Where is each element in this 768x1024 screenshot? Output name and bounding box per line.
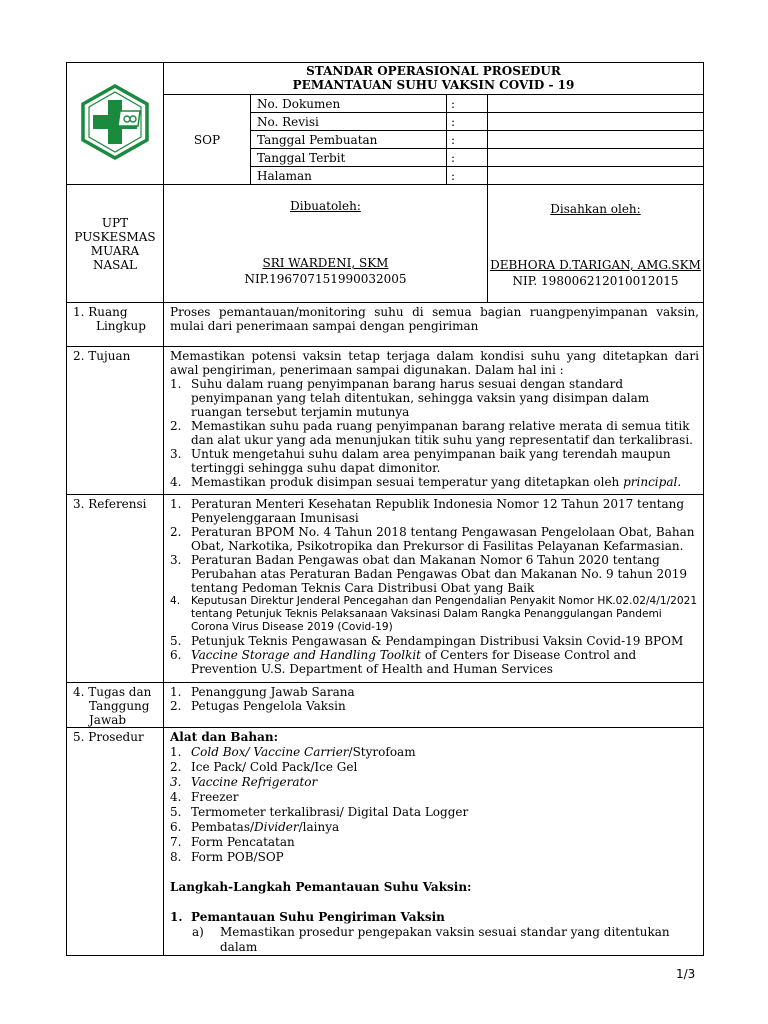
list-number: 3. bbox=[170, 447, 182, 461]
list-number: 5. bbox=[170, 634, 182, 648]
list-text: Suhu dalam ruang penyimpanan barang harus sesuai dengan standard penyimpanan yang telah ditentukan, sehingga vaksin yang disimpan dalam ruangan tersebut terjamin mutunya bbox=[191, 377, 650, 419]
meta-key-tanggal-terbit: Tanggal Terbit bbox=[251, 149, 447, 167]
list-number: 4. bbox=[170, 595, 181, 607]
list-text: Termometer terkalibrasi/ Digital Data Logger bbox=[191, 805, 469, 819]
list-text: Freezer bbox=[191, 790, 239, 804]
list-number: 1. bbox=[170, 685, 182, 699]
list-number: 3. bbox=[170, 775, 182, 789]
label-line: 1. Ruang bbox=[73, 305, 128, 319]
list-text: Petugas Pengelola Vaksin bbox=[191, 699, 346, 713]
section-content-tugas bbox=[164, 683, 704, 728]
section-label-ruang-lingkup bbox=[67, 303, 164, 347]
meta-value bbox=[488, 149, 704, 167]
list-text-italic: principal bbox=[623, 475, 678, 489]
list-number: 1. bbox=[170, 910, 183, 924]
org-line: PUSKESMAS bbox=[74, 229, 156, 244]
document-title bbox=[164, 63, 704, 95]
meta-key-no-revisi: No. Revisi bbox=[251, 113, 447, 131]
label-line: Tanggung bbox=[89, 699, 150, 713]
section-content-ruang-lingkup: Proses pemantauan/monitoring suhu di semua bagian ruangpenyimpanan vaksin, mulai dari penerimaan sampai dengan pengiriman bbox=[164, 303, 704, 347]
made-by-name: SRI WARDENI, SKM bbox=[262, 256, 389, 270]
referensi-list bbox=[170, 497, 699, 676]
list-text: Form POB/SOP bbox=[191, 850, 284, 864]
meta-value bbox=[488, 167, 704, 185]
tujuan-intro: Memastikan potensi vaksin tetap terjaga dalam kondisi suhu yang ditetapkan dari awal pengiriman, penerimaan sampai digunakan. Dalam hal ini : bbox=[170, 349, 699, 377]
list-item bbox=[170, 475, 699, 489]
list-number: 2. bbox=[170, 525, 182, 539]
meta-key-halaman: Halaman bbox=[251, 167, 447, 185]
tugas-list bbox=[170, 685, 699, 713]
section-content-referensi bbox=[164, 495, 704, 683]
list-item bbox=[170, 910, 699, 925]
list-number: 3. bbox=[170, 553, 182, 567]
org-line: MUARA bbox=[90, 243, 140, 258]
list-text: /Styrofoam bbox=[348, 745, 416, 759]
section-content-prosedur bbox=[164, 728, 704, 956]
list-number: 2. bbox=[170, 699, 182, 713]
org-line: NASAL bbox=[92, 257, 138, 272]
list-number: 2. bbox=[170, 419, 182, 433]
list-number: 1. bbox=[170, 497, 182, 511]
list-number: 1. bbox=[170, 745, 182, 759]
list-text: Ice Pack/ Cold Pack/Ice Gel bbox=[191, 760, 358, 774]
logo-cell bbox=[67, 63, 164, 185]
title-line-2: PEMANTAUAN SUHU VAKSIN COVID - 19 bbox=[292, 78, 575, 92]
meta-value bbox=[488, 113, 704, 131]
list-number: 6. bbox=[170, 820, 182, 834]
list-number: 6. bbox=[170, 648, 182, 662]
page-number: 1/3 bbox=[676, 967, 696, 981]
list-item bbox=[170, 760, 699, 775]
section-label-prosedur: 5. Prosedur bbox=[67, 728, 164, 956]
meta-colon: : bbox=[447, 131, 488, 149]
section-label-tugas bbox=[67, 683, 164, 728]
label-line: 4. Tugas dan bbox=[73, 685, 152, 699]
list-text: Peraturan BPOM No. 4 Tahun 2018 tentang Pengawasan Pengelolaan Obat, Bahan Obat, Narkotika, Psikotropika dan Prekursor di Fasilitas Pelayanan Kefarmasian. bbox=[191, 525, 695, 553]
list-text-italic: Vaccine Refrigerator bbox=[191, 775, 318, 789]
sub-item-number: a) bbox=[192, 925, 204, 939]
meta-colon: : bbox=[447, 167, 488, 185]
langkah-list bbox=[170, 910, 699, 925]
list-item bbox=[170, 805, 699, 820]
alat-list bbox=[170, 745, 699, 865]
made-by-nip: NIP.196707151990032005 bbox=[244, 272, 407, 286]
meta-colon: : bbox=[447, 149, 488, 167]
list-item bbox=[170, 595, 699, 634]
sub-item bbox=[170, 925, 699, 955]
list-text: Untuk mengetahui suhu dalam area penyimpanan baik yang terendah maupun tertinggi sehingga suhu dapat dimonitor. bbox=[191, 447, 671, 475]
section-label-tujuan: 2. Tujuan bbox=[67, 347, 164, 495]
list-item bbox=[170, 377, 699, 419]
list-item bbox=[170, 820, 699, 835]
list-text: Pembatas/ bbox=[191, 820, 255, 834]
approved-by-name: DEBHORA D.TARIGAN, AMG.SKM bbox=[490, 258, 701, 272]
list-text: Keputusan Direktur Jenderal Pencegahan dan Pengendalian Penyakit Nomor HK.02.02/4/1/2021 tentang Petunjuk Teknis Pelaksanaan Vaksinasi Dalam Rangka Penanggulangan Pandemi Corona Virus Disease 2019 (Covid-19) bbox=[191, 595, 698, 633]
org-line: UPT bbox=[101, 215, 129, 230]
organization-name bbox=[67, 185, 164, 303]
list-item bbox=[170, 447, 699, 475]
label-line: Lingkup bbox=[96, 319, 146, 333]
list-text: Penanggung Jawab Sarana bbox=[191, 685, 355, 699]
meta-value bbox=[488, 131, 704, 149]
title-line-1: STANDAR OPERASIONAL PROSEDUR bbox=[306, 64, 561, 78]
list-item bbox=[170, 790, 699, 805]
made-by-heading: Dibuatoleh: bbox=[290, 199, 361, 213]
list-text: Memastikan produk disimpan sesuai temperatur yang ditetapkan oleh bbox=[191, 475, 624, 489]
langkah-heading: Langkah-Langkah Pemantauan Suhu Vaksin: bbox=[170, 880, 472, 894]
section-label-referensi: 3. Referensi bbox=[67, 495, 164, 683]
list-number: 5. bbox=[170, 805, 182, 819]
meta-key-tanggal-pembuatan: Tanggal Pembuatan bbox=[251, 131, 447, 149]
section-content-tujuan bbox=[164, 347, 704, 495]
sop-table bbox=[66, 62, 704, 956]
list-text-italic: Cold Box/ Vaccine Carrier bbox=[191, 745, 349, 759]
list-text: of Centers for Disease Control and Prevention U.S. Department of Health and Human Services bbox=[191, 648, 637, 676]
list-item bbox=[170, 553, 699, 595]
list-item bbox=[170, 745, 699, 760]
list-number: 1. bbox=[170, 377, 182, 391]
list-number: 8. bbox=[170, 850, 182, 864]
meta-value bbox=[488, 95, 704, 113]
meta-colon: : bbox=[447, 95, 488, 113]
meta-colon: : bbox=[447, 113, 488, 131]
list-text: Pemantauan Suhu Pengiriman Vaksin bbox=[191, 910, 445, 924]
list-item bbox=[170, 835, 699, 850]
list-text: Form Pencatatan bbox=[191, 835, 295, 849]
list-item bbox=[170, 648, 699, 676]
list-item bbox=[170, 525, 699, 553]
puskesmas-logo-icon bbox=[80, 84, 150, 160]
list-text: Memastikan suhu pada ruang penyimpanan barang relative merata di semua titik dan alat ukur yang ada menunjukan titik suhu yang representatif dan terkalibrasi. bbox=[191, 419, 693, 447]
list-text-tail: /lainya bbox=[298, 820, 340, 834]
sop-label: SOP bbox=[164, 95, 251, 185]
tujuan-list bbox=[170, 377, 699, 489]
approved-by-cell bbox=[488, 185, 704, 303]
list-number: 4. bbox=[170, 790, 182, 804]
approved-by-heading: Disahkan oleh: bbox=[550, 202, 641, 216]
made-by-cell bbox=[164, 185, 488, 303]
alat-heading: Alat dan Bahan: bbox=[170, 730, 279, 744]
list-text: Petunjuk Teknis Pengawasan & Pendampingan Distribusi Vaksin Covid-19 BPOM bbox=[191, 634, 684, 648]
list-item bbox=[170, 497, 699, 525]
list-item bbox=[170, 699, 699, 713]
list-number: 4. bbox=[170, 475, 182, 489]
list-number: 7. bbox=[170, 835, 182, 849]
list-item bbox=[170, 685, 699, 699]
list-text-italic: Divider bbox=[254, 820, 299, 834]
list-text-tail: . bbox=[677, 475, 682, 489]
list-item bbox=[170, 775, 699, 790]
list-number: 2. bbox=[170, 760, 182, 774]
list-item bbox=[170, 850, 699, 865]
approved-by-nip: NIP. 198006212010012015 bbox=[512, 274, 679, 288]
label-line: Jawab bbox=[89, 713, 127, 727]
list-text: Peraturan Badan Pengawas obat dan Makanan Nomor 6 Tahun 2020 tentang Perubahan atas Peraturan Badan Pengawas Obat dan Makanan No. 9 tahun 2019 tentang Pedoman Teknis Cara Distribusi Obat yang Baik bbox=[191, 553, 688, 595]
list-item bbox=[170, 634, 699, 648]
list-item bbox=[170, 419, 699, 447]
list-text: Peraturan Menteri Kesehatan Republik Indonesia Nomor 12 Tahun 2017 tentang Penyelenggaraan Imunisasi bbox=[191, 497, 685, 525]
meta-key-no-dokumen: No. Dokumen bbox=[251, 95, 447, 113]
list-text-italic: Vaccine Storage and Handling Toolkit bbox=[191, 648, 421, 662]
sub-item-text: Memastikan prosedur pengepakan vaksin sesuai standar yang ditentukan dalam bbox=[220, 925, 670, 954]
